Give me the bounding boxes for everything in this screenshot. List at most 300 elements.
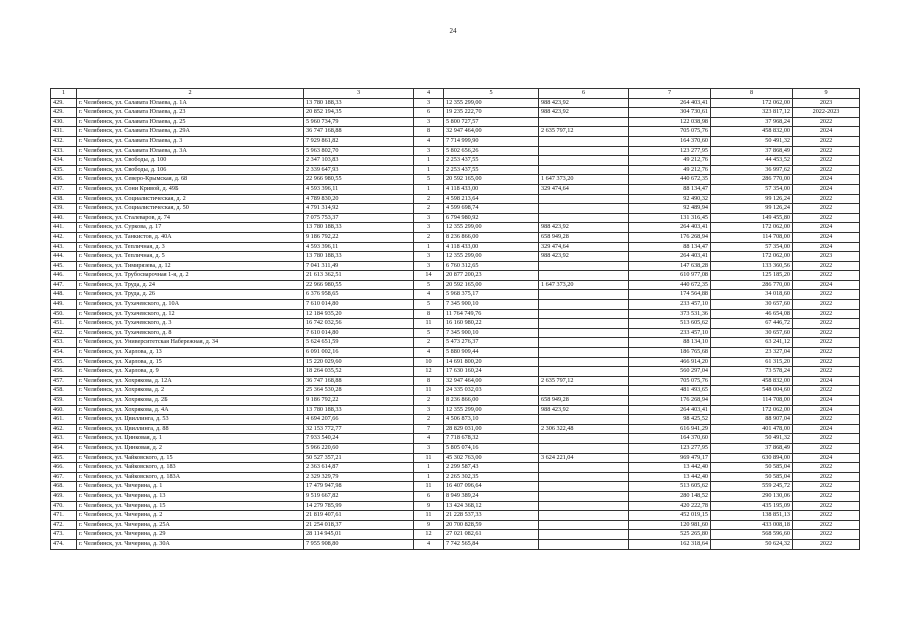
total-cost-cell: 4 593 396,11 xyxy=(304,184,414,194)
works-cost-cell: 8 236 866,00 xyxy=(444,396,539,406)
extra-cost-cell: 658 949,28 xyxy=(539,396,629,406)
year-cell: 2022 xyxy=(793,165,860,175)
address-cell: г. Челябинск, ул. Тухачевского, д. 10А xyxy=(77,300,304,310)
year-cell: 2022 xyxy=(793,204,860,214)
count-cell: 2 xyxy=(414,396,444,406)
row-number-cell: 431. xyxy=(51,127,77,137)
row-number-cell: 460. xyxy=(51,405,77,415)
row-number-cell: 452. xyxy=(51,328,77,338)
table-row xyxy=(51,501,860,511)
row-number-cell: 432. xyxy=(51,136,77,146)
row-number-cell: 468. xyxy=(51,482,77,492)
design-cost-cell: 290 130,06 xyxy=(711,491,793,501)
control-cost-cell: 513 605,62 xyxy=(629,319,711,329)
address-cell: г. Челябинск, ул. Чичерина, д. 29 xyxy=(77,530,304,540)
count-cell: 3 xyxy=(414,223,444,233)
total-cost-cell: 50 527 357,21 xyxy=(304,453,414,463)
extra-cost-cell xyxy=(539,348,629,358)
control-cost-cell: 705 075,76 xyxy=(629,127,711,137)
row-number-cell: 454. xyxy=(51,348,77,358)
works-cost-cell: 2 265 302,35 xyxy=(444,472,539,482)
design-cost-cell: 99 126,24 xyxy=(711,194,793,204)
total-cost-cell: 21 254 018,37 xyxy=(304,520,414,530)
row-number-cell: 473. xyxy=(51,530,77,540)
table-row xyxy=(51,300,860,310)
works-cost-cell: 20 700 828,59 xyxy=(444,520,539,530)
design-cost-cell: 286 770,00 xyxy=(711,175,793,185)
works-cost-cell: 8 949 389,24 xyxy=(444,491,539,501)
year-cell: 2022 xyxy=(793,472,860,482)
works-cost-cell: 4 598 213,64 xyxy=(444,194,539,204)
total-cost-cell: 13 780 188,33 xyxy=(304,98,414,108)
year-cell: 2022 xyxy=(793,146,860,156)
count-cell: 5 xyxy=(414,175,444,185)
year-cell: 2022 xyxy=(793,491,860,501)
row-number-cell: 434. xyxy=(51,156,77,166)
count-cell: 2 xyxy=(414,194,444,204)
year-cell: 2024 xyxy=(793,242,860,252)
control-cost-cell: 49 212,76 xyxy=(629,156,711,166)
column-header: 3 xyxy=(304,89,414,99)
control-cost-cell: 264 403,41 xyxy=(629,98,711,108)
total-cost-cell: 9 186 792,22 xyxy=(304,232,414,242)
address-cell: г. Челябинск, ул. Чайковского, д. 183А xyxy=(77,472,304,482)
address-cell: г. Челябинск, ул. Цинковая, д. 2 xyxy=(77,443,304,453)
control-cost-cell: 123 277,95 xyxy=(629,443,711,453)
extra-cost-cell xyxy=(539,357,629,367)
address-cell: г. Челябинск, ул. Суркова, д. 17 xyxy=(77,223,304,233)
year-cell: 2022 xyxy=(793,520,860,530)
total-cost-cell: 13 780 188,33 xyxy=(304,252,414,262)
extra-cost-cell xyxy=(539,204,629,214)
total-cost-cell: 2 347 103,83 xyxy=(304,156,414,166)
count-cell: 8 xyxy=(414,127,444,137)
control-cost-cell: 452 019,15 xyxy=(629,511,711,521)
works-cost-cell: 8 236 866,00 xyxy=(444,232,539,242)
address-cell: г. Челябинск, ул. Сталеваров, д. 74 xyxy=(77,213,304,223)
extra-cost-cell xyxy=(539,530,629,540)
year-cell: 2022 xyxy=(793,136,860,146)
design-cost-cell: 50 624,32 xyxy=(711,539,793,549)
row-number-cell: 461. xyxy=(51,415,77,425)
design-cost-cell: 99 126,24 xyxy=(711,204,793,214)
extra-cost-cell: 2 306 322,48 xyxy=(539,424,629,434)
address-cell: г. Челябинск, ул. Северо-Крымская, д. 68 xyxy=(77,175,304,185)
works-cost-cell: 17 630 160,24 xyxy=(444,367,539,377)
column-header: 8 xyxy=(711,89,793,99)
address-cell: г. Челябинск, ул. Салавата Юлаева, д. 1А xyxy=(77,98,304,108)
control-cost-cell: 147 638,28 xyxy=(629,261,711,271)
works-cost-cell: 19 235 222,70 xyxy=(444,108,539,118)
works-cost-cell: 2 253 437,55 xyxy=(444,165,539,175)
column-header: 2 xyxy=(77,89,304,99)
address-cell: г. Челябинск, ул. Цвиллинга, д. 53 xyxy=(77,415,304,425)
year-cell: 2022 xyxy=(793,271,860,281)
total-cost-cell: 18 264 035,52 xyxy=(304,367,414,377)
control-cost-cell: 92 490,32 xyxy=(629,194,711,204)
housing-register-table xyxy=(50,88,860,550)
extra-cost-cell: 1 647 373,20 xyxy=(539,175,629,185)
table-row xyxy=(51,156,860,166)
row-number-cell: 457. xyxy=(51,376,77,386)
works-cost-cell: 14 691 800,20 xyxy=(444,357,539,367)
year-cell: 2022 xyxy=(793,434,860,444)
extra-cost-cell xyxy=(539,117,629,127)
table-row xyxy=(51,136,860,146)
column-header: 9 xyxy=(793,89,860,99)
count-cell: 9 xyxy=(414,501,444,511)
works-cost-cell: 6 760 312,65 xyxy=(444,261,539,271)
count-cell: 1 xyxy=(414,472,444,482)
address-cell: г. Челябинск, ул. Харлова, д. 15 xyxy=(77,357,304,367)
address-cell: г. Челябинск, ул. Салавата Юлаева, д. 3 xyxy=(77,136,304,146)
year-cell: 2024 xyxy=(793,424,860,434)
address-cell: г. Челябинск, ул. Хохрякова, д. 12А xyxy=(77,376,304,386)
extra-cost-cell xyxy=(539,491,629,501)
works-cost-cell: 28 829 031,00 xyxy=(444,424,539,434)
extra-cost-cell xyxy=(539,213,629,223)
extra-cost-cell xyxy=(539,463,629,473)
count-cell: 7 xyxy=(414,424,444,434)
works-cost-cell: 5 473 276,37 xyxy=(444,338,539,348)
control-cost-cell: 88 134,10 xyxy=(629,338,711,348)
works-cost-cell: 20 877 200,23 xyxy=(444,271,539,281)
row-number-cell: 437. xyxy=(51,184,77,194)
count-cell: 12 xyxy=(414,530,444,540)
control-cost-cell: 88 134,47 xyxy=(629,184,711,194)
works-cost-cell: 32 947 464,00 xyxy=(444,376,539,386)
design-cost-cell: 433 008,18 xyxy=(711,520,793,530)
table-row xyxy=(51,396,860,406)
design-cost-cell: 50 585,04 xyxy=(711,472,793,482)
count-cell: 3 xyxy=(414,117,444,127)
total-cost-cell: 20 852 194,35 xyxy=(304,108,414,118)
address-cell: г. Челябинск, ул. Свободы, д. 100 xyxy=(77,156,304,166)
year-cell: 2022 xyxy=(793,501,860,511)
works-cost-cell: 16 407 096,64 xyxy=(444,482,539,492)
table-row xyxy=(51,463,860,473)
address-cell: г. Челябинск, ул. Тухачевского, д. 12 xyxy=(77,309,304,319)
row-number-cell: 435. xyxy=(51,165,77,175)
control-cost-cell: 164 370,60 xyxy=(629,434,711,444)
row-number-cell: 449. xyxy=(51,300,77,310)
table-row xyxy=(51,271,860,281)
design-cost-cell: 46 654,08 xyxy=(711,309,793,319)
total-cost-cell: 5 966 220,60 xyxy=(304,443,414,453)
control-cost-cell: 525 265,80 xyxy=(629,530,711,540)
extra-cost-cell xyxy=(539,367,629,377)
year-cell: 2024 xyxy=(793,184,860,194)
count-cell: 3 xyxy=(414,213,444,223)
total-cost-cell: 4 694 207,66 xyxy=(304,415,414,425)
table-row xyxy=(51,348,860,358)
row-number-cell: 474. xyxy=(51,539,77,549)
total-cost-cell: 7 955 908,80 xyxy=(304,539,414,549)
count-cell: 12 xyxy=(414,367,444,377)
year-cell: 2024 xyxy=(793,280,860,290)
extra-cost-cell xyxy=(539,338,629,348)
address-cell: г. Челябинск, ул. Тепличная, д. 3 xyxy=(77,242,304,252)
design-cost-cell: 114 708,00 xyxy=(711,396,793,406)
count-cell: 14 xyxy=(414,271,444,281)
works-cost-cell: 45 302 763,00 xyxy=(444,453,539,463)
table-row xyxy=(51,223,860,233)
total-cost-cell: 22 966 980,55 xyxy=(304,175,414,185)
row-number-cell: 467. xyxy=(51,472,77,482)
design-cost-cell: 149 455,80 xyxy=(711,213,793,223)
design-cost-cell: 73 578,24 xyxy=(711,367,793,377)
address-cell: г. Челябинск, ул. Салавата Юлаева, д. 23 xyxy=(77,108,304,118)
table-row xyxy=(51,520,860,530)
table-row xyxy=(51,530,860,540)
total-cost-cell: 32 153 772,77 xyxy=(304,424,414,434)
count-cell: 4 xyxy=(414,290,444,300)
total-cost-cell: 2 339 647,93 xyxy=(304,165,414,175)
address-cell: г. Челябинск, ул. Тухачевского, д. 8 xyxy=(77,328,304,338)
works-cost-cell: 6 794 980,92 xyxy=(444,213,539,223)
address-cell: г. Челябинск, ул. Хохрякова, д. 4А xyxy=(77,405,304,415)
row-number-cell: 430. xyxy=(51,117,77,127)
works-cost-cell: 16 160 980,22 xyxy=(444,319,539,329)
table-row xyxy=(51,117,860,127)
design-cost-cell: 548 004,60 xyxy=(711,386,793,396)
total-cost-cell: 36 747 168,88 xyxy=(304,376,414,386)
year-cell: 2022 xyxy=(793,348,860,358)
control-cost-cell: 123 277,95 xyxy=(629,146,711,156)
table-row xyxy=(51,338,860,348)
control-cost-cell: 440 672,35 xyxy=(629,280,711,290)
row-number-cell: 443. xyxy=(51,242,77,252)
control-cost-cell: 616 941,29 xyxy=(629,424,711,434)
address-cell: г. Челябинск, ул. Чайковского, д. 183 xyxy=(77,463,304,473)
extra-cost-cell: 988 423,92 xyxy=(539,223,629,233)
control-cost-cell: 13 442,40 xyxy=(629,463,711,473)
total-cost-cell: 21 819 407,61 xyxy=(304,511,414,521)
works-cost-cell: 4 506 873,10 xyxy=(444,415,539,425)
total-cost-cell: 4 791 314,92 xyxy=(304,204,414,214)
address-cell: г. Челябинск, ул. Труда, д. 26 xyxy=(77,290,304,300)
design-cost-cell: 57 354,00 xyxy=(711,242,793,252)
design-cost-cell: 401 478,00 xyxy=(711,424,793,434)
year-cell: 2023 xyxy=(793,98,860,108)
works-cost-cell: 4 599 698,74 xyxy=(444,204,539,214)
row-number-cell: 440. xyxy=(51,213,77,223)
count-cell: 2 xyxy=(414,232,444,242)
works-cost-cell: 2 253 437,55 xyxy=(444,156,539,166)
design-cost-cell: 125 185,20 xyxy=(711,271,793,281)
works-cost-cell: 7 718 678,32 xyxy=(444,434,539,444)
design-cost-cell: 458 832,00 xyxy=(711,376,793,386)
year-cell: 2022 xyxy=(793,309,860,319)
table-row xyxy=(51,482,860,492)
control-cost-cell: 176 268,94 xyxy=(629,232,711,242)
year-cell: 2024 xyxy=(793,232,860,242)
works-cost-cell: 7 345 900,10 xyxy=(444,328,539,338)
total-cost-cell: 13 780 188,33 xyxy=(304,405,414,415)
table-row xyxy=(51,165,860,175)
control-cost-cell: 264 403,41 xyxy=(629,405,711,415)
extra-cost-cell xyxy=(539,319,629,329)
year-cell: 2022 xyxy=(793,415,860,425)
year-cell: 2022 xyxy=(793,463,860,473)
control-cost-cell: 705 075,76 xyxy=(629,376,711,386)
control-cost-cell: 120 981,60 xyxy=(629,520,711,530)
total-cost-cell: 2 363 614,87 xyxy=(304,463,414,473)
control-cost-cell: 186 765,68 xyxy=(629,348,711,358)
control-cost-cell: 466 914,20 xyxy=(629,357,711,367)
table-row xyxy=(51,213,860,223)
control-cost-cell: 969 479,17 xyxy=(629,453,711,463)
count-cell: 3 xyxy=(414,261,444,271)
works-cost-cell: 21 228 537,33 xyxy=(444,511,539,521)
count-cell: 8 xyxy=(414,376,444,386)
table-row xyxy=(51,434,860,444)
design-cost-cell: 172 062,00 xyxy=(711,98,793,108)
design-cost-cell: 63 241,12 xyxy=(711,338,793,348)
total-cost-cell: 15 220 029,60 xyxy=(304,357,414,367)
row-number-cell: 465. xyxy=(51,453,77,463)
works-cost-cell: 4 118 433,00 xyxy=(444,184,539,194)
extra-cost-cell xyxy=(539,415,629,425)
count-cell: 1 xyxy=(414,184,444,194)
control-cost-cell: 233 457,10 xyxy=(629,300,711,310)
row-number-cell: 441. xyxy=(51,223,77,233)
total-cost-cell: 9 186 792,22 xyxy=(304,396,414,406)
works-cost-cell: 7 714 999,90 xyxy=(444,136,539,146)
control-cost-cell: 373 531,36 xyxy=(629,309,711,319)
count-cell: 11 xyxy=(414,319,444,329)
control-cost-cell: 304 730,61 xyxy=(629,108,711,118)
row-number-cell: 469. xyxy=(51,491,77,501)
table-row xyxy=(51,184,860,194)
design-cost-cell: 630 894,00 xyxy=(711,453,793,463)
table-row xyxy=(51,108,860,118)
extra-cost-cell: 988 423,92 xyxy=(539,98,629,108)
table-row xyxy=(51,539,860,549)
row-number-cell: 453. xyxy=(51,338,77,348)
row-number-cell: 470. xyxy=(51,501,77,511)
design-cost-cell: 36 997,62 xyxy=(711,165,793,175)
control-cost-cell: 560 297,04 xyxy=(629,367,711,377)
count-cell: 6 xyxy=(414,491,444,501)
count-cell: 9 xyxy=(414,520,444,530)
row-number-cell: 464. xyxy=(51,443,77,453)
table-row xyxy=(51,357,860,367)
design-cost-cell: 559 245,72 xyxy=(711,482,793,492)
year-cell: 2024 xyxy=(793,376,860,386)
year-cell: 2024 xyxy=(793,453,860,463)
table-row xyxy=(51,319,860,329)
extra-cost-cell xyxy=(539,309,629,319)
extra-cost-cell xyxy=(539,520,629,530)
row-number-cell: 447. xyxy=(51,280,77,290)
design-cost-cell: 172 062,00 xyxy=(711,223,793,233)
address-cell: г. Челябинск, ул. Социалистическая, д. 2 xyxy=(77,194,304,204)
table-row xyxy=(51,405,860,415)
table-row xyxy=(51,453,860,463)
row-number-cell: 471. xyxy=(51,511,77,521)
table-row xyxy=(51,376,860,386)
count-cell: 11 xyxy=(414,386,444,396)
row-number-cell: 456. xyxy=(51,367,77,377)
year-cell: 2022 xyxy=(793,482,860,492)
control-cost-cell: 162 318,64 xyxy=(629,539,711,549)
design-cost-cell: 37 968,24 xyxy=(711,117,793,127)
extra-cost-cell xyxy=(539,261,629,271)
address-cell: г. Челябинск, ул. Харлова, д. 9 xyxy=(77,367,304,377)
address-cell: г. Челябинск, ул. Цвиллинга, д. 88 xyxy=(77,424,304,434)
control-cost-cell: 264 403,41 xyxy=(629,223,711,233)
year-cell: 2022 xyxy=(793,367,860,377)
count-cell: 4 xyxy=(414,348,444,358)
count-cell: 3 xyxy=(414,405,444,415)
works-cost-cell: 5 802 656,26 xyxy=(444,146,539,156)
table-row xyxy=(51,290,860,300)
works-cost-cell: 5 805 074,16 xyxy=(444,443,539,453)
design-cost-cell: 88 907,04 xyxy=(711,415,793,425)
table-row xyxy=(51,194,860,204)
extra-cost-cell xyxy=(539,434,629,444)
address-cell: г. Челябинск, ул. Трубосварочная 1-я, д. 2 xyxy=(77,271,304,281)
extra-cost-cell: 988 423,92 xyxy=(539,108,629,118)
design-cost-cell: 34 018,60 xyxy=(711,290,793,300)
count-cell: 2 xyxy=(414,415,444,425)
address-cell: г. Челябинск, ул. Социалистическая, д. 50 xyxy=(77,204,304,214)
year-cell: 2022 xyxy=(793,357,860,367)
total-cost-cell: 7 075 753,37 xyxy=(304,213,414,223)
control-cost-cell: 280 148,52 xyxy=(629,491,711,501)
total-cost-cell: 21 613 362,51 xyxy=(304,271,414,281)
row-number-cell: 438. xyxy=(51,194,77,204)
year-cell: 2022 xyxy=(793,511,860,521)
works-cost-cell: 2 299 587,43 xyxy=(444,463,539,473)
extra-cost-cell xyxy=(539,501,629,511)
count-cell: 3 xyxy=(414,252,444,262)
year-cell: 2022 xyxy=(793,156,860,166)
count-cell: 8 xyxy=(414,309,444,319)
control-cost-cell: 264 403,41 xyxy=(629,252,711,262)
works-cost-cell: 12 355 299,00 xyxy=(444,98,539,108)
year-cell: 2022 xyxy=(793,338,860,348)
row-number-cell: 466. xyxy=(51,463,77,473)
address-cell: г. Челябинск, ул. Труда, д. 24 xyxy=(77,280,304,290)
count-cell: 11 xyxy=(414,453,444,463)
address-cell: г. Челябинск, ул. Университетская Набережная, д. 34 xyxy=(77,338,304,348)
table-row xyxy=(51,367,860,377)
control-cost-cell: 164 370,60 xyxy=(629,136,711,146)
control-cost-cell: 440 672,35 xyxy=(629,175,711,185)
address-cell: г. Челябинск, ул. Чичерина, д. 2 xyxy=(77,511,304,521)
total-cost-cell: 6 091 002,16 xyxy=(304,348,414,358)
works-cost-cell: 5 880 909,44 xyxy=(444,348,539,358)
row-number-cell: 442. xyxy=(51,232,77,242)
design-cost-cell: 138 851,13 xyxy=(711,511,793,521)
row-number-cell: 444. xyxy=(51,252,77,262)
total-cost-cell: 16 742 032,56 xyxy=(304,319,414,329)
total-cost-cell: 7 933 540,24 xyxy=(304,434,414,444)
table-row xyxy=(51,242,860,252)
extra-cost-cell xyxy=(539,136,629,146)
address-cell: г. Челябинск, ул. Чайковского, д. 15 xyxy=(77,453,304,463)
column-header: 4 xyxy=(414,89,444,99)
extra-cost-cell: 988 423,92 xyxy=(539,252,629,262)
control-cost-cell: 610 977,08 xyxy=(629,271,711,281)
row-number-cell: 429. xyxy=(51,108,77,118)
row-number-cell: 450. xyxy=(51,309,77,319)
column-header: 6 xyxy=(539,89,629,99)
total-cost-cell: 14 279 785,99 xyxy=(304,501,414,511)
year-cell: 2022 xyxy=(793,194,860,204)
